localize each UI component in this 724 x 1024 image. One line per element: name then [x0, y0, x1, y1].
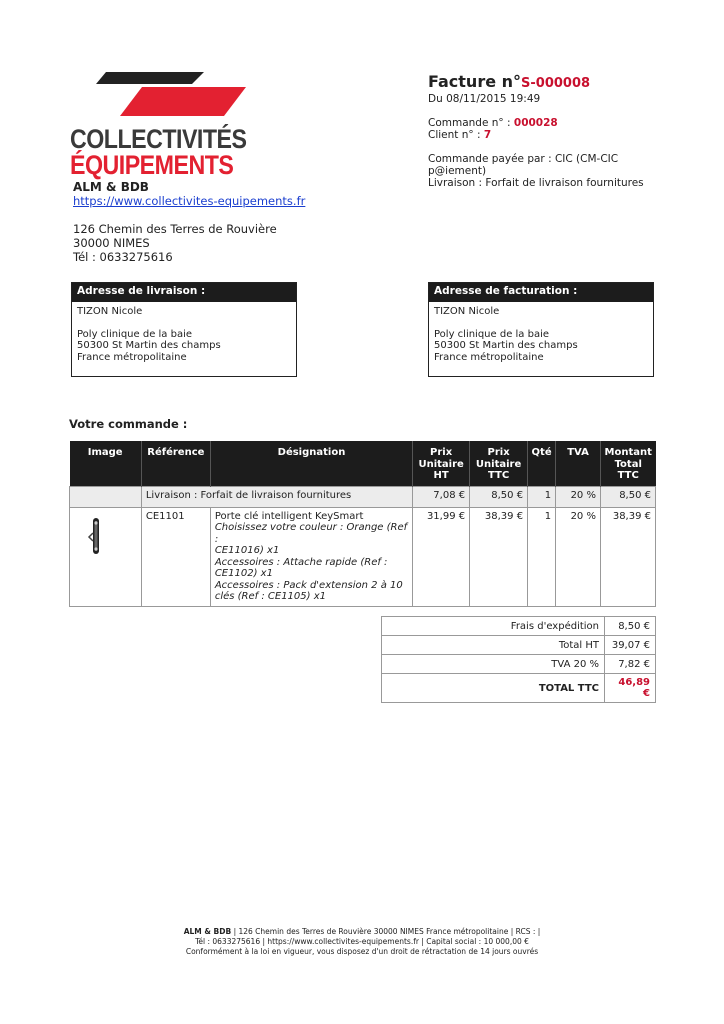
totals-ttc-label: TOTAL TTC: [382, 674, 605, 703]
invoice-number: S-000008: [521, 76, 591, 91]
col-amount-line2: Total: [614, 458, 642, 470]
shipping-total: 8,50 €: [600, 486, 655, 507]
totals-row-ttc: [382, 674, 656, 703]
payment-line-1: Commande payée par : CIC (CM-CIC: [428, 153, 619, 165]
billing-line-3: France métropolitaine: [434, 351, 544, 363]
order-number-line: [428, 117, 644, 129]
client-number-line: [428, 129, 644, 141]
product-image-cell: [70, 507, 142, 606]
billing-address-box: [428, 282, 654, 377]
col-unit-ht-line3: HT: [433, 470, 449, 481]
table-row-shipping: [70, 486, 656, 507]
totals-row-ht: [382, 636, 656, 655]
totals-row-vat: [382, 655, 656, 674]
totals-shipping-value: 8,50 €: [605, 617, 656, 636]
product-unit-ht: 31,99 €: [413, 507, 470, 606]
order-number-label: Commande n° :: [428, 117, 514, 129]
col-unit-ttc-line2: Unitaire: [475, 458, 522, 470]
delivery-method: Livraison : Forfait de livraison fournitures: [428, 177, 644, 189]
col-reference: Référence: [141, 441, 210, 486]
order-number: 000028: [513, 117, 558, 129]
shipping-vat: 20 %: [556, 486, 601, 507]
invoice-title-prefix: Facture n°: [428, 72, 522, 91]
invoice-header: [428, 73, 644, 189]
invoice-date: Du 08/11/2015 19:49: [428, 93, 541, 105]
col-amount-line3: TTC: [617, 470, 639, 481]
keychain-tool-icon: [82, 515, 112, 561]
page-footer: [0, 927, 724, 957]
payment-line-2: p@iement): [428, 165, 487, 177]
footer-line-2: Tél : 0633275616 | https://www.collectivites-equipements.fr | Capital social : 10 000,00 €: [195, 937, 529, 946]
col-unit-ht-line2: Unitaire: [418, 458, 464, 470]
shipping-label: Livraison : Forfait de livraison fournitures: [141, 486, 412, 507]
product-designation: [210, 507, 412, 606]
shipping-line-2: 50300 St Martin des champs: [77, 340, 221, 351]
shipping-qty: 1: [528, 486, 556, 507]
invoice-title: [428, 73, 644, 93]
company-info: [73, 180, 305, 264]
order-items-table: [69, 441, 656, 607]
billing-line-1: Poly clinique de la baie: [434, 328, 550, 340]
col-unit-ht-line1: Prix: [430, 447, 453, 458]
product-option-1b: CE11016) x1: [214, 545, 280, 556]
totals-vat-value: 7,82 €: [605, 655, 656, 674]
col-amount-line1: Montant: [604, 447, 652, 458]
shipping-line-1: Poly clinique de la baie: [77, 328, 193, 340]
product-name: Porte clé intelligent KeySmart: [214, 510, 364, 522]
col-vat: TVA: [556, 441, 601, 486]
company-phone: Tél : 0633275616: [73, 250, 173, 264]
totals-vat-label: TVA 20 %: [382, 655, 605, 674]
company-street: 126 Chemin des Terres de Rouvière: [73, 222, 277, 236]
company-website-link[interactable]: https://www.collectivites-equipements.fr: [73, 194, 306, 208]
company-name: ALM & BDB: [73, 180, 149, 194]
totals-table: [381, 616, 656, 703]
table-header-row: [70, 441, 656, 486]
totals-shipping-label: Frais d'expédition: [382, 617, 605, 636]
shipping-line-3: France métropolitaine: [77, 351, 187, 363]
product-vat: 20 %: [556, 507, 601, 606]
product-unit-ttc: 38,39 €: [470, 507, 528, 606]
shipping-unit-ttc: 8,50 €: [470, 486, 528, 507]
logo-text-line2: ÉQUIPEMENTS: [70, 150, 234, 180]
shipping-unit-ht: 7,08 €: [413, 486, 470, 507]
billing-address-heading: Adresse de facturation :: [429, 283, 653, 302]
col-unit-ttc-line1: Prix: [487, 447, 510, 458]
col-image: Image: [70, 441, 142, 486]
shipping-name: TIZON Nicole: [77, 306, 143, 317]
footer-line-3: Conformément à la loi en vigueur, vous disposez d'un droit de rétractation de 14 jours ouvrés: [185, 947, 539, 956]
billing-name: TIZON Nicole: [434, 306, 500, 317]
client-number: 7: [483, 129, 492, 141]
company-city: 30000 NIMES: [73, 236, 150, 250]
product-option-3b: clés (Ref : CE1105) x1: [214, 591, 327, 602]
totals-ht-value: 39,07 €: [605, 636, 656, 655]
totals-ht-label: Total HT: [382, 636, 605, 655]
totals-ttc-value: 46,89 €: [605, 674, 656, 703]
order-section-title: Votre commande :: [69, 417, 188, 431]
shipping-address-heading: Adresse de livraison :: [72, 283, 296, 302]
col-amount: [600, 441, 655, 486]
col-unit-price-ttc: [470, 441, 528, 486]
product-option-3a: Accessoires : Pack d'extension 2 à 10: [214, 579, 403, 591]
product-qty: 1: [528, 507, 556, 606]
client-number-label: Client n° :: [428, 129, 484, 141]
product-reference: CE1101: [141, 507, 210, 606]
footer-company: ALM & BDB: [183, 927, 232, 936]
col-unit-price-ht: [413, 441, 470, 486]
product-option-2a: Accessoires : Attache rapide (Ref :: [214, 556, 388, 568]
shipping-address-box: [71, 282, 297, 377]
shipping-image-cell: [70, 486, 142, 507]
logo-text-line1: COLLECTIVITÉS: [70, 124, 247, 154]
totals-row-shipping: [382, 617, 656, 636]
product-option-1a: Choisissez votre couleur : Orange (Ref :: [214, 522, 408, 545]
billing-line-2: 50300 St Martin des champs: [434, 340, 578, 351]
col-quantity: Qté: [528, 441, 556, 486]
logo-stripes-icon: [96, 72, 256, 116]
product-total: 38,39 €: [600, 507, 655, 606]
col-unit-ttc-line3: TTC: [487, 470, 510, 481]
product-option-2b: CE1102) x1: [214, 568, 273, 579]
table-row-product: [70, 507, 656, 606]
footer-address: | 126 Chemin des Terres de Rouvière 30000 NIMES France métropolitaine | RCS : |: [231, 927, 541, 936]
col-designation: Désignation: [210, 441, 412, 486]
footer-line-1: [0, 927, 724, 937]
